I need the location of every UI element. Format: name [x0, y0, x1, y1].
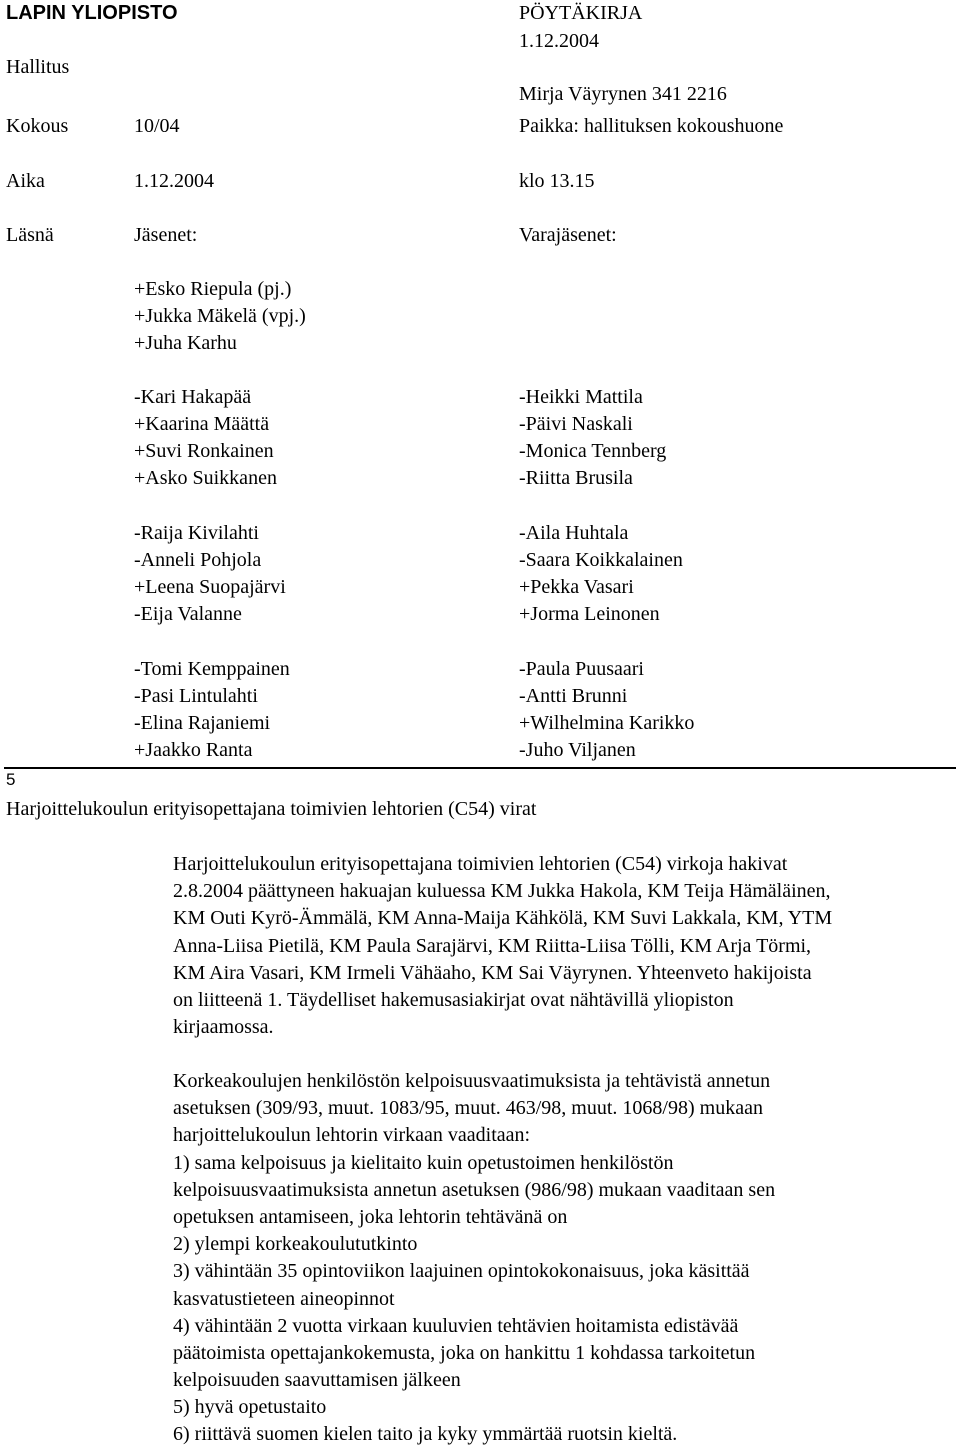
member-name: -Eija Valanne	[134, 603, 242, 625]
document-date: 1.12.2004	[519, 30, 599, 52]
member-name: -Anneli Pohjola	[134, 549, 262, 571]
member-name: +Jukka Mäkelä (vpj.)	[134, 305, 306, 327]
contact-person: Mirja Väyrynen 341 2216	[519, 83, 727, 105]
paragraph-line: harjoittelukoulun lehtorin virkaan vaaditaan:	[173, 1124, 531, 1147]
paragraph-line: kelpoisuuden saavuttamisen jälkeen	[173, 1369, 461, 1392]
deputy-name: +Jorma Leinonen	[519, 603, 660, 625]
deputies-group-3	[519, 656, 694, 764]
applicants-paragraph	[173, 851, 958, 1041]
paragraph-line: 4) vähintään 2 vuotta virkaan kuuluvien tehtävien hoitamista edistävää	[173, 1314, 739, 1337]
meeting-time: klo 13.15	[519, 170, 595, 192]
paragraph-line: 3) vähintään 35 opintoviikon laajuinen opintokokonaisuus, joka käsittää	[173, 1260, 750, 1283]
university-name: LAPIN YLIOPISTO	[6, 2, 178, 24]
deputy-name: -Paula Puusaari	[519, 658, 644, 680]
members-heading: Jäsenet:	[134, 224, 198, 246]
member-name: +Kaarina Määttä	[134, 413, 270, 435]
member-name: +Jaakko Ranta	[134, 739, 253, 761]
deputy-name: -Riitta Brusila	[519, 467, 633, 489]
member-name: +Esko Riepula (pj.)	[134, 278, 292, 300]
deputy-name: -Monica Tennberg	[519, 440, 667, 462]
members-group-1	[134, 384, 277, 492]
deputy-name: +Wilhelmina Karikko	[519, 712, 695, 734]
paragraph-line: kirjaamossa.	[173, 1016, 274, 1039]
paragraph-line: 2) ylempi korkeakoulututkinto	[173, 1233, 418, 1256]
members-group-2	[134, 520, 286, 628]
paragraph-line: Anna-Liisa Pietilä, KM Paula Sarajärvi, KM Riitta-Liisa Tölli, KM Arja Törmi,	[173, 934, 812, 957]
section-number: 5	[6, 770, 16, 789]
meeting-place: Paikka: hallituksen kokoushuone	[519, 115, 784, 137]
meeting-label: Kokous	[6, 115, 69, 137]
governing-body: Hallitus	[6, 56, 70, 78]
deputies-group-1	[519, 384, 666, 492]
deputy-name: -Päivi Naskali	[519, 413, 633, 435]
paragraph-line: Harjoittelukoulun erityisopettajana toimivien lehtorien (C54) virkoja hakivat	[173, 853, 788, 875]
chairs-list	[134, 276, 306, 357]
paragraph-line: opetuksen antamiseen, joka lehtorin tehtävänä on	[173, 1205, 568, 1228]
deputy-name: +Pekka Vasari	[519, 576, 634, 598]
paragraph-line: kasvatustieteen aineopinnot	[173, 1287, 395, 1310]
meeting-number: 10/04	[134, 115, 180, 137]
deputy-name: -Heikki Mattila	[519, 386, 643, 408]
meeting-date: 1.12.2004	[134, 170, 214, 192]
member-name: +Asko Suikkanen	[134, 467, 277, 489]
paragraph-line: KM Aira Vasari, KM Irmeli Vähäaho, KM Sai Väyrynen. Yhteenveto hakijoista	[173, 961, 812, 984]
paragraph-line: 2.8.2004 päättyneen hakuajan kuluessa KM Jukka Hakola, KM Teija Hämäläinen,	[173, 880, 831, 903]
requirements-paragraph	[173, 1068, 958, 1449]
paragraph-line: 6) riittävä suomen kielen taito ja kyky ymmärtää ruotsin kieltä.	[173, 1423, 678, 1446]
deputies-group-2	[519, 520, 683, 628]
member-name: -Kari Hakapää	[134, 386, 252, 408]
time-label: Aika	[6, 170, 45, 192]
paragraph-line: on liitteenä 1. Täydelliset hakemusasiakirjat ovat nähtävillä yliopiston	[173, 988, 734, 1011]
deputies-heading: Varajäsenet:	[519, 224, 617, 246]
paragraph-line: asetuksen (309/93, muut. 1083/95, muut. 463/98, muut. 1068/98) mukaan	[173, 1097, 763, 1120]
paragraph-line: 5) hyvä opetustaito	[173, 1396, 327, 1419]
member-name: +Suvi Ronkainen	[134, 440, 274, 462]
section-title: Harjoittelukoulun erityisopettajana toimivien lehtorien (C54) virat	[6, 798, 537, 820]
paragraph-line: päätoimista opettajankokemusta, joka on hankittu 1 kohdassa tarkoitetun	[173, 1341, 756, 1364]
member-name: -Raija Kivilahti	[134, 522, 259, 544]
deputy-name: -Juho Viljanen	[519, 739, 636, 761]
member-name: +Juha Karhu	[134, 332, 237, 354]
deputy-name: -Antti Brunni	[519, 685, 628, 707]
member-name: -Elina Rajaniemi	[134, 712, 271, 734]
paragraph-line: 1) sama kelpoisuus ja kielitaito kuin opetustoimen henkilöstön	[173, 1151, 674, 1174]
section-divider	[4, 767, 956, 769]
member-name: -Tomi Kemppainen	[134, 658, 290, 680]
paragraph-line: KM Outi Kyrö-Ämmälä, KM Anna-Maija Kähkölä, KM Suvi Lakkala, KM, YTM	[173, 907, 833, 930]
member-name: +Leena Suopajärvi	[134, 576, 286, 598]
member-name: -Pasi Lintulahti	[134, 685, 258, 707]
members-group-3	[134, 656, 290, 764]
deputy-name: -Aila Huhtala	[519, 522, 629, 544]
present-label: Läsnä	[6, 224, 54, 246]
document-type: PÖYTÄKIRJA	[519, 2, 643, 24]
deputy-name: -Saara Koikkalainen	[519, 549, 683, 571]
paragraph-line: Korkeakoulujen henkilöstön kelpoisuusvaatimuksista ja tehtävistä annetun	[173, 1070, 771, 1092]
paragraph-line: kelpoisuusvaatimuksista annetun asetuksen (986/98) mukaan vaaditaan sen	[173, 1178, 776, 1201]
